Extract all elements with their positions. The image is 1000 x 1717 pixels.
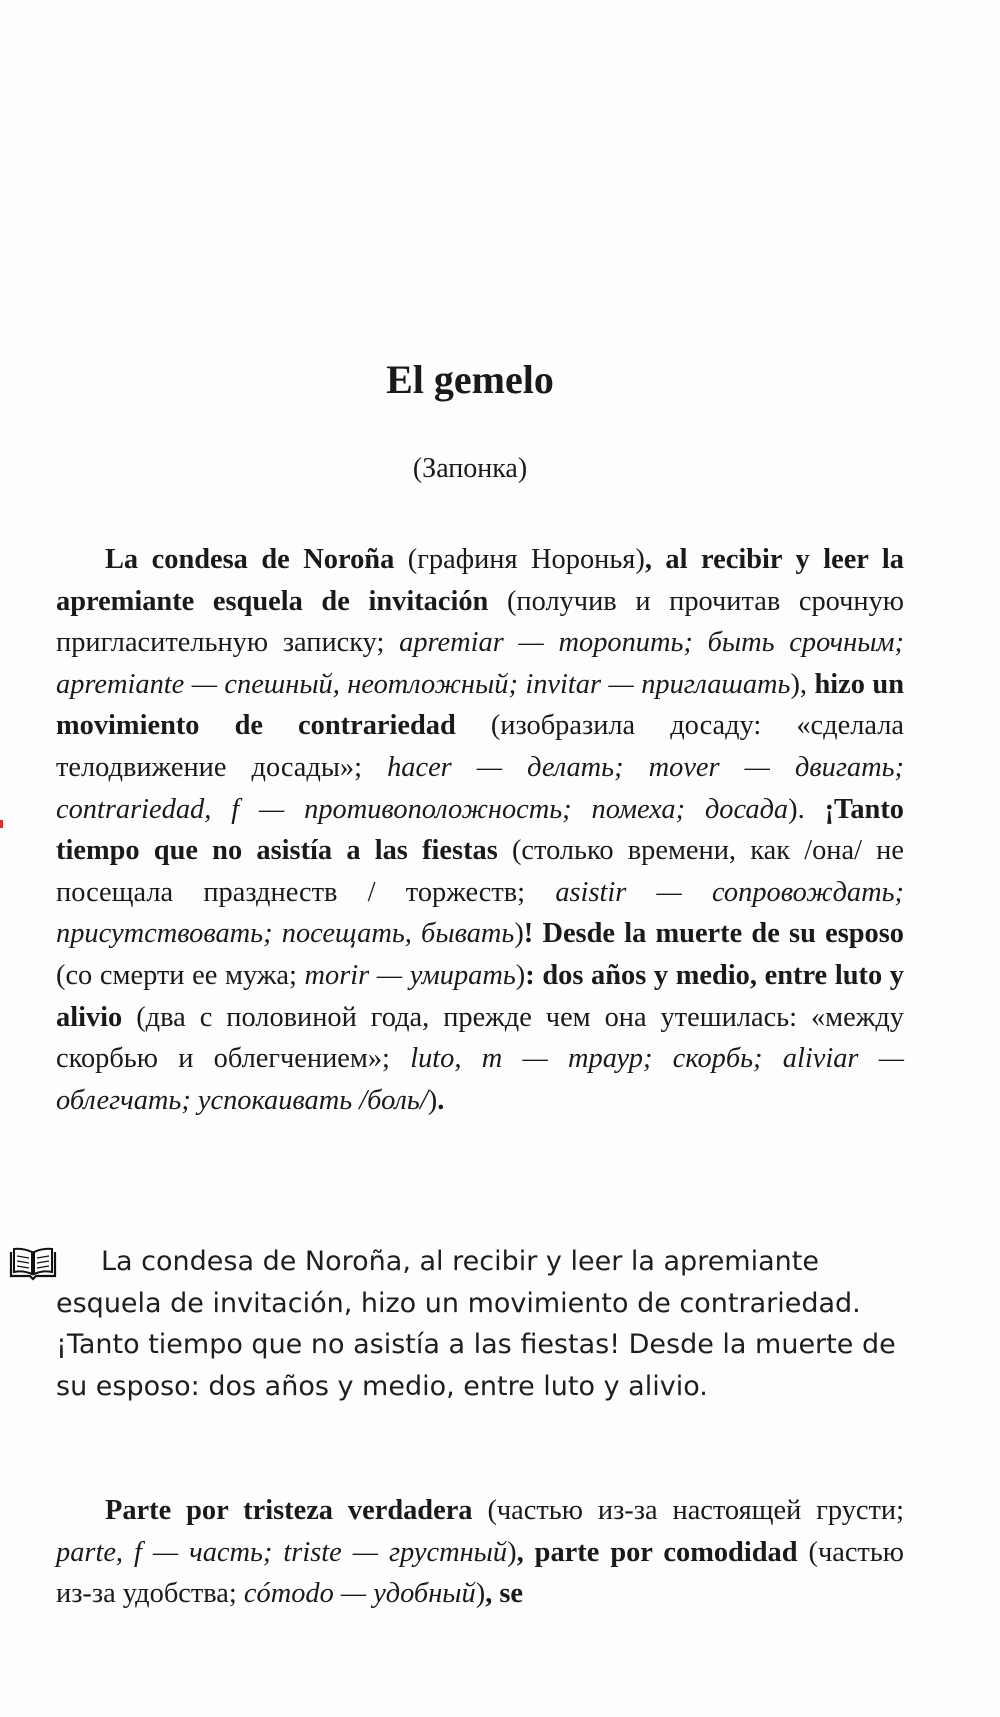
spanish-phrase: hizo un movimiento de contrariedad [56,668,904,742]
spanish-phrase: ¡Tanto tiempo que no asistía a las fiestas [56,793,904,867]
translation: (изобразила досаду: «сделала телодвижение досады»; [56,710,904,783]
vocabulary-note: parte, f — часть; triste — грустный [56,1536,508,1568]
punctuation: ) [507,1536,517,1568]
translation: (графиня Норонья) [394,544,645,575]
spanish-phrase: , se [485,1578,524,1610]
translation: (столько времени, как /она/ не посещала празднеств / торжеств; [56,835,904,908]
vocabulary-note: morir — умирать [304,959,516,991]
vocabulary-note: luto, m — траур; скорбь; aliviar — облегчать; успокаивать /боль/ [56,1043,904,1116]
spanish-phrase: , al recibir y leer la apremiante esquela de invitación [56,544,904,617]
chapter-subtitle: (Запонка) [412,453,528,484]
spanish-phrase: : dos años y medio, entre luto y alivio [56,959,904,1033]
punctuation: ), [790,668,815,700]
translation: (частью из-за удобства; [56,1536,905,1610]
spanish-phrase: La condesa de Noroña [105,544,395,575]
punctuation: ) [427,1084,438,1116]
translation: (частью из-за настоящей грусти; [472,1495,904,1526]
vocabulary-note: asistir — сопровождать; присутствовать; посещать, бывать [56,876,904,950]
annotated-paragraph-1 [56,539,904,1121]
translation: (получив и прочитав срочную пригласительную записку; [56,585,904,659]
spanish-phrase: ! Desde la muerte de su esposo [523,918,904,950]
punctuation: . [437,1084,445,1116]
annotated-paragraph-2 [56,1490,904,1615]
original-text-paragraph [56,1241,908,1407]
translation: (со смерти ее мужа; [56,959,305,991]
translation: (два с половиной года, прежде чем она утешилась: «между скорбью и облегчением»; [56,1001,904,1075]
open-book-icon [8,1246,58,1282]
original-text: La condesa de Noroña, al recibir y leer la apremiante esquela de invitación, hizo un movimiento de contrariedad. ¡Tanto tiempo que no asistía a las fiestas! Desde la muerte de su esposo: dos años y medio, entre luto y alivio. [56,1246,896,1402]
spanish-phrase: Parte por tristeza verdadera [105,1495,473,1526]
punctuation: ). [788,793,825,825]
vocabulary-note: cómodo — удобный [243,1578,476,1610]
page-edge-mark [0,820,3,828]
punctuation: ) [475,1578,486,1610]
vocabulary-note: hacer — делать; mover — двигать; contrariedad, f — противоположность; помеха; досада [56,751,905,825]
punctuation: ) [515,959,526,991]
vocabulary-note: apremiar — торопить; быть срочным; apremiante — спешный, неотложный; invitar — приглашать [56,627,904,700]
spanish-phrase: , parte por comodidad [516,1536,798,1568]
punctuation: ) [514,918,524,950]
chapter-title: El gemelo [386,357,554,402]
